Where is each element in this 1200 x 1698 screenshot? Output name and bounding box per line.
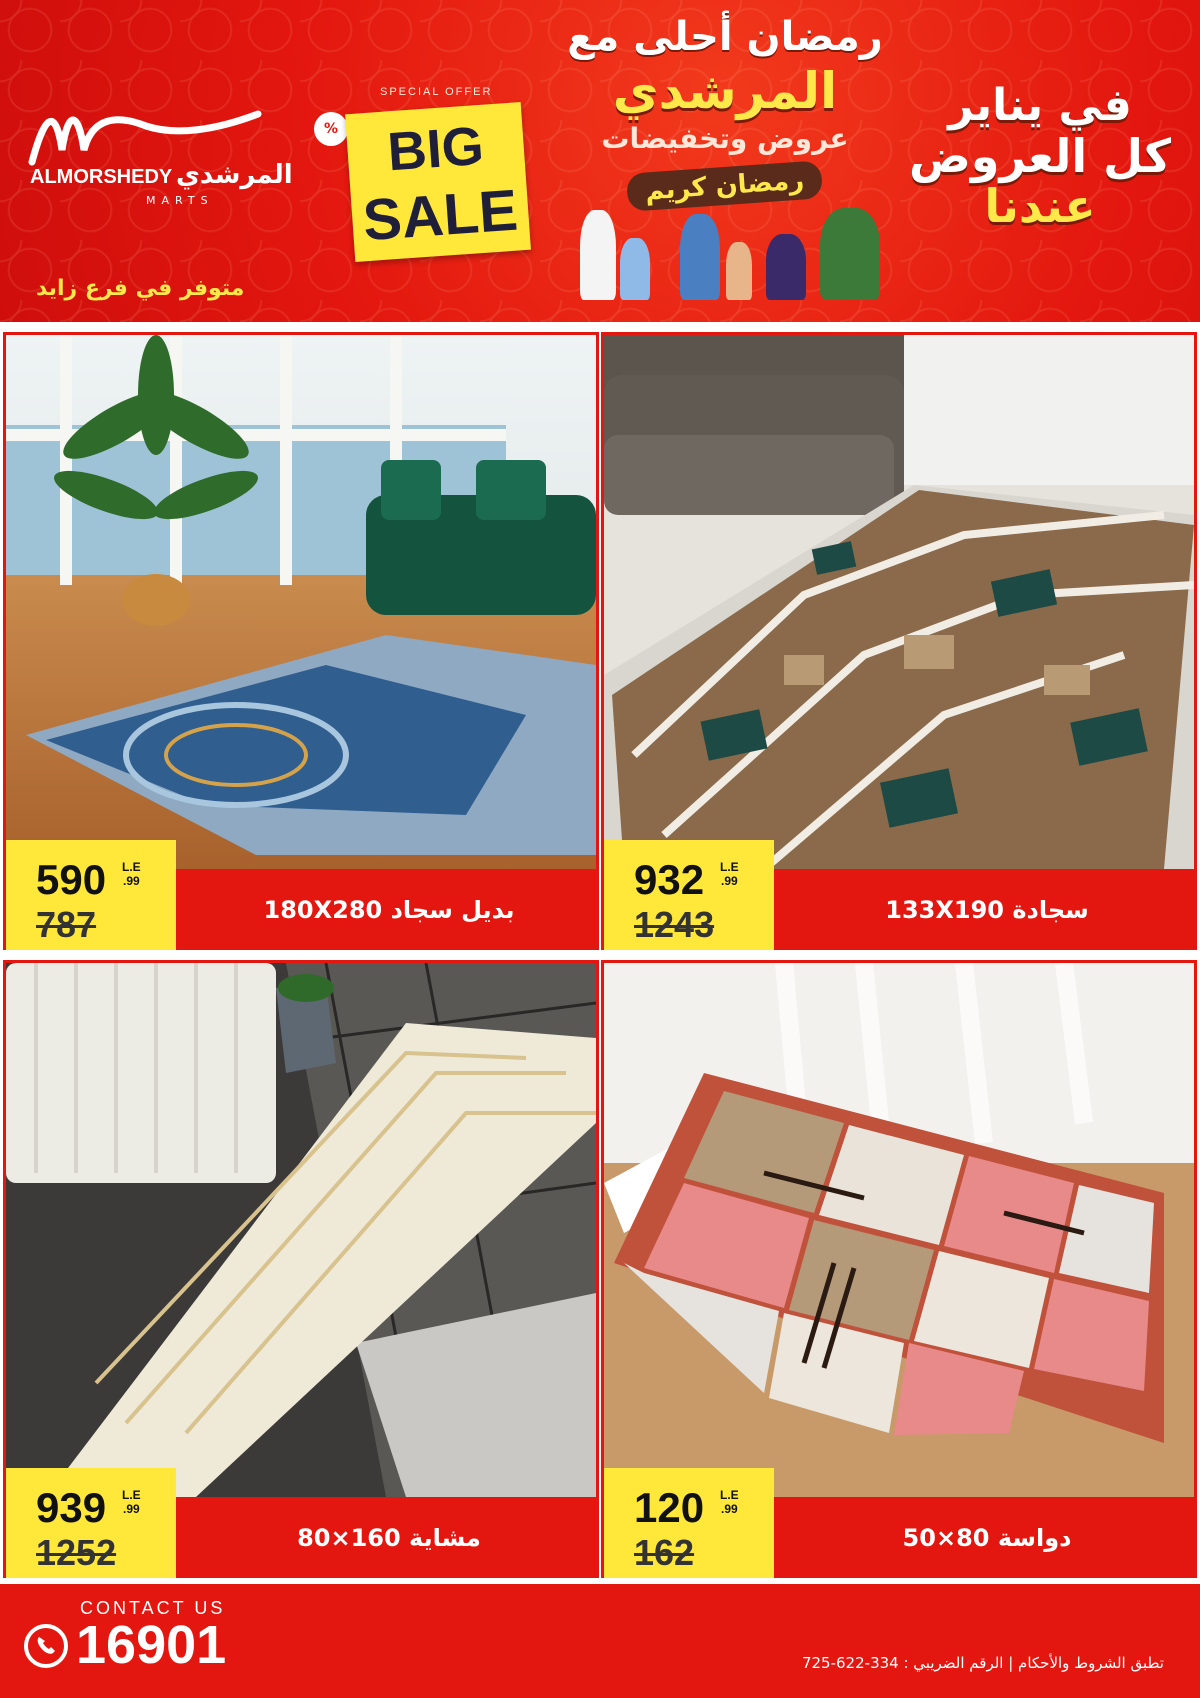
old-price: 1243 — [634, 904, 715, 945]
headline-line3: عروض وتخفيضات — [601, 122, 849, 155]
product-image-rug-geometric-brown — [604, 335, 1194, 869]
old-price: 1252 — [36, 1532, 117, 1573]
price-tag — [604, 840, 774, 950]
phone-icon[interactable] — [24, 1624, 68, 1668]
product-image-rug-blue — [6, 335, 596, 869]
ramadan-kareem-badge: رمضان كريم — [626, 160, 823, 212]
currency-label: L.E — [720, 860, 739, 874]
big-sale-line2: SALE — [360, 177, 520, 254]
old-price: 162 — [634, 1532, 695, 1573]
price-tag — [604, 1468, 774, 1578]
product-card[interactable] — [3, 960, 599, 1578]
price-fraction: .99 — [122, 874, 140, 888]
january-line3: عندنا — [984, 179, 1096, 233]
currency-label: L.E — [122, 860, 141, 874]
current-price: 590 — [36, 856, 107, 903]
january-offers-headline — [905, 80, 1175, 233]
currency-label: L.E — [122, 1488, 141, 1502]
product-image-runner-cream — [6, 963, 596, 1497]
brand-logo[interactable] — [26, 100, 293, 210]
brand-name-ar: المرشدي — [176, 160, 293, 190]
contact-us-label: CONTACT US — [80, 1598, 226, 1618]
product-name: سجادة 133X190 — [885, 895, 1089, 924]
product-image-doormat-patchwork — [604, 963, 1194, 1497]
price-currency — [720, 1488, 739, 1516]
headline-line1: رمضان أحلى مع — [567, 14, 883, 60]
ramadan-headline — [560, 14, 890, 205]
percent-badge: % — [314, 112, 348, 146]
current-price: 120 — [634, 1484, 705, 1531]
product-card[interactable] — [3, 332, 599, 950]
current-price: 939 — [36, 1484, 107, 1531]
price-fraction: .99 — [720, 1502, 738, 1516]
big-sale-badge — [345, 102, 531, 262]
special-offer-label: SPECIAL OFFER — [380, 86, 493, 98]
january-line2: كل العروض — [909, 129, 1171, 183]
old-price: 787 — [36, 904, 97, 945]
price-tag — [6, 840, 176, 950]
hotline-number[interactable]: 16901 — [76, 1615, 227, 1675]
terms-and-tax-note: تطبق الشروط والأحكام | الرقم الضريبي : 334-622-725 — [801, 1654, 1164, 1672]
price-currency — [122, 860, 141, 888]
price-fraction: .99 — [122, 1502, 140, 1516]
big-sale-line1: BIG — [385, 115, 486, 183]
price-currency — [122, 1488, 141, 1516]
brand-subtitle: MARTS — [146, 194, 214, 207]
january-line1: في يناير — [948, 80, 1132, 131]
product-name: دواسة 80×50 — [902, 1523, 1072, 1552]
current-price: 932 — [634, 856, 705, 903]
header-banner — [0, 0, 1200, 322]
product-name: مشاية 160×80 — [297, 1523, 481, 1552]
headline-line2: المرشدي — [612, 62, 838, 120]
product-card[interactable] — [601, 332, 1197, 950]
price-currency — [720, 860, 739, 888]
price-tag — [6, 1468, 176, 1578]
price-fraction: .99 — [720, 874, 738, 888]
footer-bar — [0, 1584, 1200, 1698]
ramadan-characters-illustration — [580, 200, 910, 300]
currency-label: L.E — [720, 1488, 739, 1502]
brand-name-en: ALMORSHEDY — [30, 166, 173, 188]
product-name: بديل سجاد 180X280 — [263, 895, 515, 924]
product-card[interactable] — [601, 960, 1197, 1578]
branch-note: متوفر في فرع زايد — [36, 276, 245, 301]
